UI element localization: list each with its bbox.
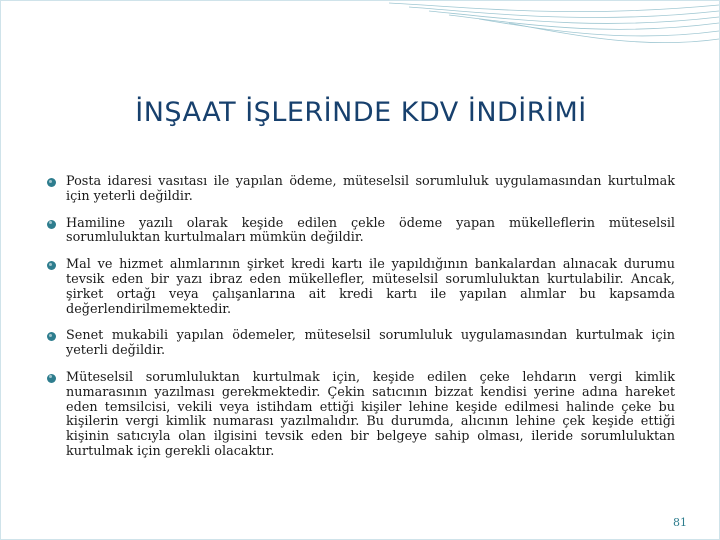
list-item <box>45 175 675 205</box>
bullet-text: Müteselsil sorumluluktan kurtulmak için, keşide edilen çeke lehdarın vergi kimlik numarasının yazılması gerekmektedir. Çekin satıcının bizzat kendisi yerine adına hareket eden temsilcisi, vekili veya istihdam ettiği kişiler lehine keşide edilmesi halinde çeke bu kişilerin vergi kimlik numarası yazılmalıdır. Bu durumda, alıcının lehine çek keşide ettiği kişinin satıcıyla olan ilgisini tevsik eden bir belgeye sahip olması, ileride sorumluluktan kurtulmak için gerekli olacaktır. <box>66 369 675 459</box>
list-item <box>45 217 675 247</box>
bullet-text: Posta idaresi vasıtası ile yapılan ödeme, müteselsil sorumluluk uygulamasından kurtulmak için yeterli değildir. <box>66 174 675 204</box>
bullet-list <box>45 175 675 472</box>
slide-title: İNŞAAT İŞLERİNDE KDV İNDİRİMİ <box>135 97 587 128</box>
decorative-wave-lines <box>389 1 719 61</box>
bullet-icon <box>47 178 56 187</box>
bullet-icon <box>47 332 56 341</box>
bullet-icon <box>47 220 56 229</box>
page-number: 81 <box>673 516 687 529</box>
list-item <box>45 371 675 460</box>
bullet-icon <box>47 261 56 270</box>
bullet-text: Senet mukabili yapılan ödemeler, müteselsil sorumluluk uygulamasından kurtulmak için yeterli değildir. <box>66 328 675 359</box>
list-item <box>45 258 675 317</box>
bullet-icon <box>47 374 56 383</box>
list-item <box>45 329 675 359</box>
bullet-text: Mal ve hizmet alımlarının şirket kredi kartı ile yapıldığının bankalardan alınacak durumu tevsik eden bir yazı ibraz eden mükellefler, müteselsil sorumluluktan kurtulabilir. Ancak, şirket ortağı veya çalışanlarına ait kredi kartı ile yapılan alımlar bu kapsamda değerlendirilmemektedir. <box>66 257 675 317</box>
bullet-text: Hamiline yazılı olarak keşide edilen çekle ödeme yapan mükelleflerin müteselsil sorumluluktan kurtulmaları mümkün değildir. <box>66 215 675 246</box>
